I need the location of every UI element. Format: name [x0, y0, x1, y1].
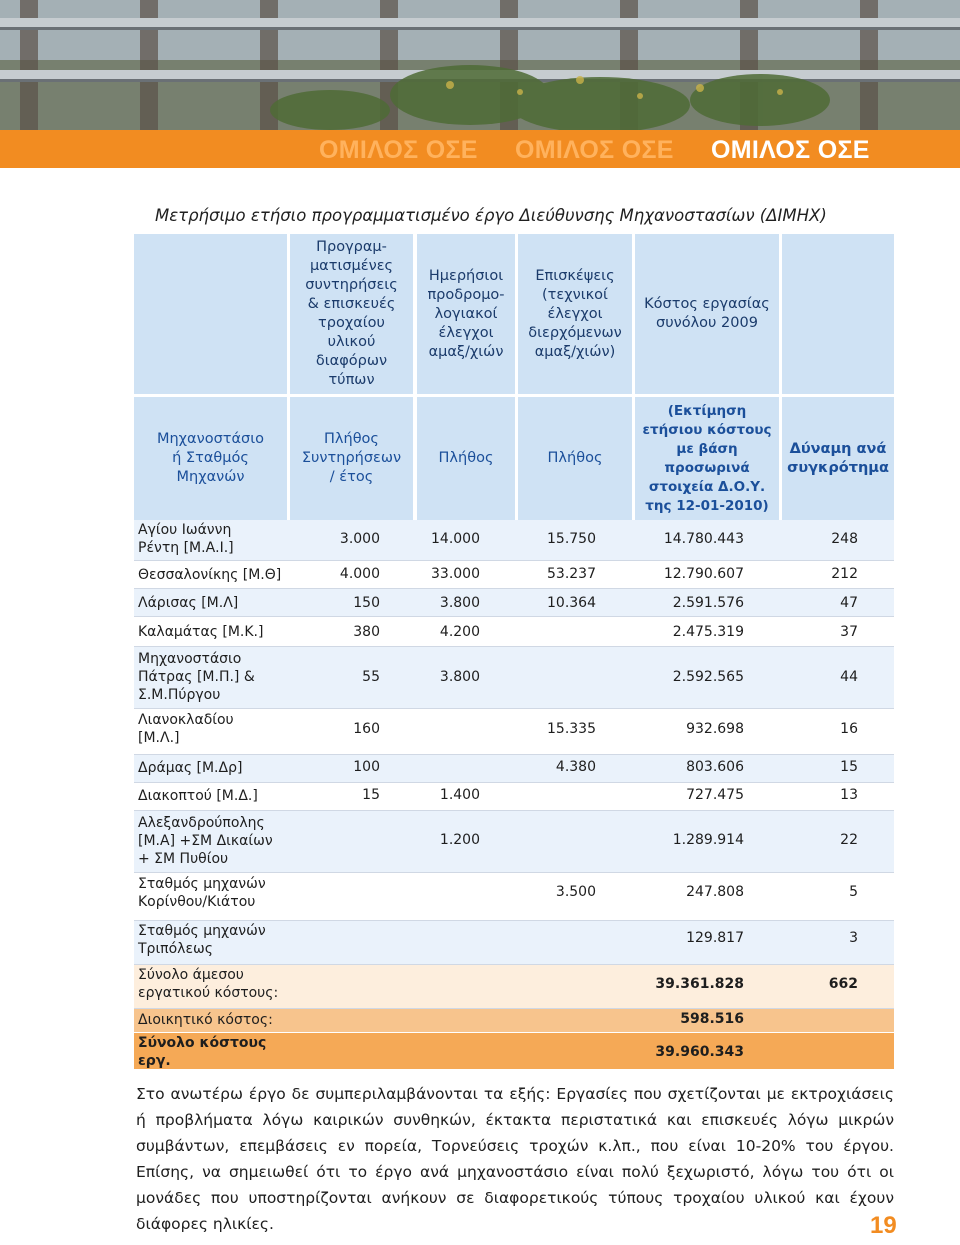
- col-header-station-top: [134, 234, 287, 394]
- cell-visits: 53.237: [547, 566, 596, 582]
- brand-title-faded-1: ΟΜΙΛΟΣ ΟΣΕ: [319, 136, 478, 164]
- cell-cost: 2.592.565: [672, 669, 744, 685]
- row-divider: [134, 588, 894, 589]
- total-direct-label: Σύνολο άμεσου εργατικού κόστους:: [138, 967, 279, 1001]
- total-direct-strength: 662: [828, 976, 858, 992]
- row-divider: [134, 810, 894, 811]
- col-header-visits-count: Πλήθος: [518, 397, 632, 520]
- col-header-labor-cost: Κόστος εργασίας συνόλου 2009: [635, 234, 779, 394]
- col-header-visits: Επισκέψεις (τεχνικοί έλεγχοι διερχόμενων αμαξ/χιών): [518, 234, 632, 394]
- cell-cost: 14.780.443: [663, 531, 744, 547]
- col-header-daily-checks: Ημερήσιοι προδρομο- λογιακοί έλεγχοι αμαξ/χιών: [417, 234, 515, 394]
- cell-strength: 22: [840, 832, 858, 848]
- row-divider: [134, 754, 894, 755]
- cell-maintenance: 3.000: [339, 531, 380, 547]
- page-title: Μετρήσιμο ετήσιο προγραμματισμένο έργο Διεύθυνσης Μηχανοστασίων (ΔΙΜΗΧ): [155, 206, 827, 225]
- cell-cost: 2.475.319: [672, 624, 744, 640]
- row-label-diakopto: Διακοπτού [Μ.Δ.]: [138, 788, 258, 804]
- total-direct-cost: 39.361.828: [655, 976, 744, 992]
- cell-strength: 44: [840, 669, 858, 685]
- cell-cost: 727.475: [686, 787, 744, 803]
- page-number: 19: [870, 1212, 897, 1239]
- cell-strength: 15: [840, 759, 858, 775]
- cell-cost: 247.808: [686, 884, 744, 900]
- cell-maintenance: 55: [362, 669, 380, 685]
- row-label-kalamata: Καλαμάτας [Μ.Κ.]: [138, 624, 264, 640]
- cell-strength: 3: [849, 930, 858, 946]
- cell-daily: 33.000: [431, 566, 480, 582]
- row-divider: [134, 920, 894, 921]
- cell-cost: 1.289.914: [672, 832, 744, 848]
- row-label-drama: Δράμας [Μ.Δρ]: [138, 760, 243, 776]
- brand-title: ΟΜΙΛΟΣ ΟΣΕ: [711, 136, 870, 164]
- cell-visits: 3.500: [555, 884, 596, 900]
- cell-cost: 803.606: [686, 759, 744, 775]
- row-divider: [134, 616, 894, 617]
- col-header-empty: [782, 234, 894, 394]
- col-header-maintenance-count: Πλήθος Συντηρήσεων / έτος: [290, 397, 413, 520]
- cell-daily: 3.800: [439, 595, 480, 611]
- cell-strength: 16: [840, 721, 858, 737]
- cell-daily: 4.200: [439, 624, 480, 640]
- row-divider: [134, 646, 894, 647]
- row-label-korinthos: Σταθμός μηχανών Κορίνθου/Κιάτου: [138, 876, 266, 910]
- row-label-alexandroupoli: Αλεξανδρούπολης [Μ.Α] +ΣΜ Δικαίων + ΣΜ Πυθίου: [138, 815, 273, 867]
- row-divider: [134, 782, 894, 783]
- row-divider: [134, 872, 894, 873]
- cell-strength: 47: [840, 595, 858, 611]
- row-label-thessaloniki: Θεσσαλονίκης [Μ.Θ]: [138, 567, 282, 583]
- row-divider: [134, 560, 894, 561]
- cell-strength: 248: [831, 531, 858, 547]
- admin-cost: 598.516: [680, 1011, 744, 1027]
- row-label-tripoli: Σταθμός μηχανών Τριπόλεως: [138, 923, 266, 957]
- hero-railway-photo: [0, 0, 960, 130]
- cell-cost: 12.790.607: [663, 566, 744, 582]
- cell-daily: 1.400: [439, 787, 480, 803]
- cell-visits: 4.380: [555, 759, 596, 775]
- row-label-renti: Αγίου Ιωάννη Ρέντη [Μ.Α.Ι.]: [138, 522, 234, 556]
- cell-strength: 37: [840, 624, 858, 640]
- cell-visits: 10.364: [547, 595, 596, 611]
- cell-strength: 212: [831, 566, 858, 582]
- row-label-lianokladi: Λιανοκλαδίου [Μ.Λ.]: [138, 712, 234, 746]
- col-header-daily-count: Πλήθος: [417, 397, 515, 520]
- cell-maintenance: 4.000: [339, 566, 380, 582]
- railway-illustration: [0, 0, 960, 130]
- col-header-maintenance: Προγραμ- ματισμένες συντηρήσεις & επισκευές τροχαίου υλικού διαφόρων τύπων: [290, 234, 413, 394]
- cell-maintenance: 160: [353, 721, 380, 737]
- cell-daily: 1.200: [439, 832, 480, 848]
- cell-maintenance: 15: [362, 787, 380, 803]
- grand-total-cost: 39.960.343: [655, 1044, 744, 1060]
- row-label-larisa: Λάρισας [Μ.Λ]: [138, 595, 239, 611]
- workload-table: [134, 234, 894, 1069]
- cell-visits: 15.750: [547, 531, 596, 547]
- cell-visits: 15.335: [547, 721, 596, 737]
- cell-daily: 3.800: [439, 669, 480, 685]
- cell-cost: 2.591.576: [672, 595, 744, 611]
- cell-maintenance: 380: [353, 624, 380, 640]
- cell-maintenance: 150: [353, 595, 380, 611]
- grand-total-label: Σύνολο κόστους εργ.: [138, 1035, 267, 1069]
- col-header-cost-estimate: (Εκτίμηση ετήσιου κόστους με βάση προσωρινά στοιχεία Δ.Ο.Υ. της 12-01-2010): [635, 397, 779, 520]
- col-header-station: Μηχανοστάσιο ή Σταθμός Μηχανών: [134, 397, 287, 520]
- admin-cost-label: Διοικητικό κόστος:: [138, 1012, 273, 1028]
- cell-cost: 129.817: [686, 930, 744, 946]
- cell-maintenance: 100: [353, 759, 380, 775]
- row-label-patra: Μηχανοστάσιο Πάτρας [Μ.Π.] & Σ.Μ.Πύργου: [138, 651, 255, 703]
- row-divider: [134, 708, 894, 709]
- footnote-paragraph: Στο ανωτέρω έργο δε συμπεριλαμβάνονται τα εξής: Εργασίες που σχετίζονται με εκτροχιάσεις ή προβλήματα λόγω καιρικών συνθηκών, έκτακτα περιστατικά και επισκευές λόγω μικρών συμβάντων, επεμβάσεις εν πορεία, Τορνεύσεις τροχών κ.λπ., που είναι 10-20% του έργου. Επίσης, να σημειωθεί ότι το έργο ανά μηχανοστάσιο είναι πολύ ξεχωριστό, λόγω του ότι οι μονάδες που υποστηρίζονται ανήκουν σε διαφορετικούς τύπους τροχαίου υλικού και έχουν διάφορες ηλικίες.: [136, 1085, 894, 1233]
- cell-strength: 13: [840, 787, 858, 803]
- cell-strength: 5: [849, 884, 858, 900]
- col-header-strength: Δύναμη ανά συγκρότημα: [782, 397, 894, 520]
- cell-daily: 14.000: [431, 531, 480, 547]
- brand-title-faded-2: ΟΜΙΛΟΣ ΟΣΕ: [515, 136, 674, 164]
- cell-cost: 932.698: [686, 721, 744, 737]
